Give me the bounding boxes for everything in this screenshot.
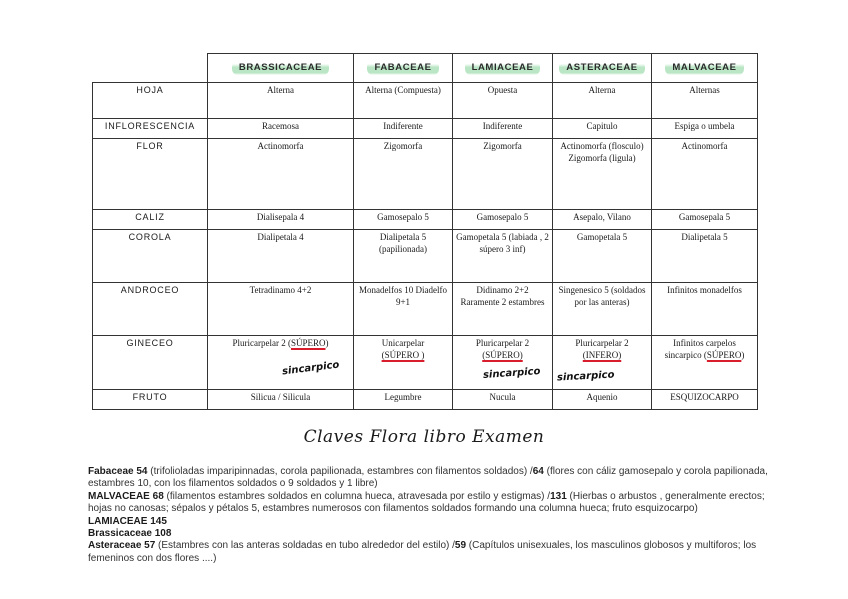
table-cell [354,336,453,390]
family-label: BRASSICACEAE [232,61,329,75]
table-cell: Zigomorfa [453,139,553,210]
table-cell [208,336,354,390]
cell-text: Infinitos carpelos sincarpico ( [664,338,736,360]
cell-text: ) [325,338,329,348]
family-header [453,54,553,83]
table-cell: Legumbre [354,390,453,410]
table-row-gineceo [93,336,758,390]
comparison-table [92,53,758,410]
underlined-ovary-position: SÚPERO [706,349,742,360]
cell-text: Pluricarpelar 2 ( [232,338,291,348]
handwritten-note: sincarpico [482,366,541,381]
table-cell: Dialipetala 4 [208,230,354,283]
table-cell: Dialipetala 5 [652,230,758,283]
table-cell: Alterna [208,83,354,119]
table-cell: Nucula [453,390,553,410]
row-label: FRUTO [93,390,208,410]
table-cell: Capitulo [553,119,652,139]
underlined-ovary-position: (SÚPERO) [482,349,523,360]
table-cell: Espiga o umbela [652,119,758,139]
underlined-ovary-position: (SÚPERO ) [381,349,425,360]
family-header [553,54,652,83]
family-header [652,54,758,83]
note-text: (Hierbas o arbustos , generalmente erectos; hojas no canosas; sépalos y pétalos 5, estambres numerosos con filamentos soldados formando una columna hueca; fruto esquizocarpo) [88,490,765,515]
table-cell: Asepalo, Vilano [553,210,652,230]
table-cell: Gamosepalo 5 [453,210,553,230]
note-text: (filamentos estambres soldados en columna hueca, atravesada por estilo y estigmas) / [163,490,551,502]
table-cell: Gamopetala 5 (labiada , 2 súpero 3 inf) [453,230,553,283]
table-cell: ESQUIZOCARPO [652,390,758,410]
row-label: GINECEO [93,336,208,390]
table-cell: Indiferente [354,119,453,139]
handwritten-note: sincarpico [281,359,340,378]
table-row [93,119,758,139]
family-label: LAMIACEAE [465,61,541,75]
table-cell: Silicua / Silicula [208,390,354,410]
table-cell: Actinomorfa [652,139,758,210]
table-cell [652,336,758,390]
table-cell: Alterna [553,83,652,119]
note-key: LAMIACEAE 145 [88,515,167,527]
note-text: (flores con cáliz gamosepalo y corola papilionada, estambres 10, con los filamentos soldados o 9 soldados y 1 libre) [88,466,768,490]
table-cell: Gamosepalo 5 [354,210,453,230]
note-key: 64 [532,466,544,477]
note-key: 59 [454,540,467,552]
row-label: HOJA [93,83,208,119]
family-label: MALVACEAE [665,61,743,75]
cell-text: ) [741,349,745,360]
handwritten-note: sincarpico [556,369,615,384]
table-cell: Aquenio [553,390,652,410]
note-text: (trifolioladas imparipinnadas, corola papilionada, estambres con filamentos soldados) / [147,466,533,477]
table-cell: Infinitos monadelfos [652,283,758,336]
table-row [93,283,758,336]
table-cell: Tetradinamo 4+2 [208,283,354,336]
family-label: FABACEAE [367,61,438,75]
table-cell: Racemosa [208,119,354,139]
table-cell: Alterna (Compuesta) [354,83,453,119]
table-cell: Opuesta [453,83,553,119]
note-key: Asteraceae 57 [88,540,156,552]
row-label: ANDROCEO [93,283,208,336]
row-label: FLOR [93,139,208,210]
cell-text: Pluricarpelar 2 [475,338,530,348]
note-paragraph [88,540,768,565]
note-paragraph [88,516,768,528]
header-corner [93,54,208,83]
table-cell: Dialipetala 5 (papilionada) [354,230,453,283]
table-cell [453,336,553,390]
table-row [93,230,758,283]
table-cell: Didinamo 2+2 Raramente 2 estambres [453,283,553,336]
family-label: ASTERACEAE [559,61,644,75]
table-cell: Singenesico 5 (soldados por las anteras) [553,283,652,336]
note-key: MALVACEAE 68 [88,490,164,502]
cell-text: Unicarpelar [381,338,425,348]
table-cell: Gamopetala 5 [553,230,652,283]
table-cell: Actinomorfa [208,139,354,210]
table-row [93,139,758,210]
table-row [93,83,758,119]
table-header-row [93,54,758,83]
table-cell: Gamosepala 5 [652,210,758,230]
note-paragraph [88,466,768,491]
note-text: (Estambres con las anteras soldadas en tubo alrededor del estilo) / [155,540,455,552]
note-paragraph [88,528,768,540]
underlined-ovary-position: (INFERO) [582,349,622,360]
table-cell: Actinomorfa (flosculo) Zigomorfa (ligula) [553,139,652,210]
family-header [208,54,354,83]
note-text: (Capítulos unisexuales, los masculinos globosos y multiforos; los femeninos con dos flores ....) [88,540,757,564]
table-cell: Alternas [652,83,758,119]
cell-text: Pluricarpelar 2 [575,338,629,348]
table-row [93,390,758,410]
underlined-ovary-position: SÚPERO [290,338,326,348]
note-key: Fabaceae 54 [88,466,148,477]
table-cell: Dialisepala 4 [208,210,354,230]
notes-section [88,466,768,565]
table-cell: Zigomorfa [354,139,453,210]
row-label: CALIZ [93,210,208,230]
family-header [354,54,453,83]
note-key: 131 [550,490,567,502]
page-title: Claves Flora libro Examen [303,427,545,447]
note-paragraph [88,491,768,516]
row-label: COROLA [93,230,208,283]
table-cell: Monadelfos 10 Diadelfo 9+1 [354,283,453,336]
row-label: INFLORESCENCIA [93,119,208,139]
table-row [93,210,758,230]
note-key: Brassicaceae 108 [88,528,172,540]
table-cell: Indiferente [453,119,553,139]
table-cell [553,336,652,390]
